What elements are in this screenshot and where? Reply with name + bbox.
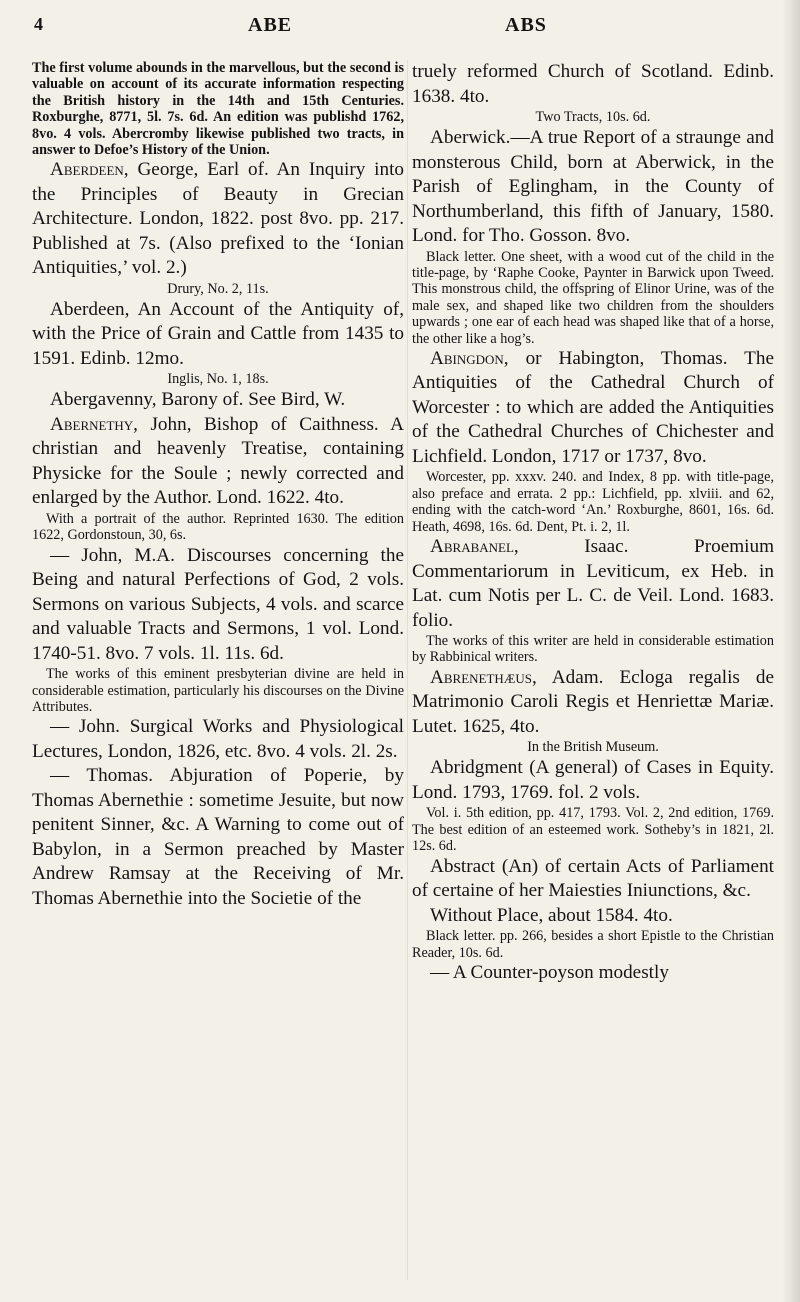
entry-text: Abstract (An) of certain Acts of Parliament of certaine of her Maiesties Iniunctions, &c. bbox=[412, 855, 774, 902]
entry-text: Inglis, No. 1, 18s. bbox=[167, 371, 269, 388]
bibliography-entry bbox=[32, 413, 404, 511]
bibliography-entry bbox=[412, 961, 774, 986]
entry-note bbox=[412, 633, 774, 666]
entry-text: The first volume abounds in the marvellous, but the second is valuable on account of its accurate information respecting the British history in the 14th and 15th Centuries. Roxburghe, 8771, 5l. 7s. 6d. An edition was publishd 1762, 8vo. 4 vols. Abercromby likewise published two tracts, in answer to Defoe’s History of the Union. bbox=[32, 60, 404, 159]
entry-text: Aberwick.—A true Report of a straunge and monsterous Child, born at Aberwick, in the Parish of Eglingham, in the County of Northumberland, this fifth of January, 1580. Lond. for Tho. Gosson. 8vo. bbox=[412, 127, 774, 246]
entry-heading: Abingdon, bbox=[430, 347, 509, 369]
entry-text: The works of this eminent presbyterian divine are held in considerable estimation, particularly his discourses on the Divine Attributes. bbox=[32, 666, 404, 716]
entry-text: truely reformed Church of Scotland. Edinb. 1638. 4to. bbox=[412, 61, 774, 107]
left-column bbox=[32, 60, 404, 1282]
entry-text: — A Counter-poyson modestly bbox=[430, 961, 669, 983]
entry-heading: Abrenethæus, bbox=[430, 666, 537, 688]
entry-text: Black letter. One sheet, with a wood cut of the child in the title-page, by ‘Raphe Cooke, Paynter in Barwick upon Tweed. This monstrous child, the offspring of Elinor Urine, was of the male sex, and shaped like two children from the shoulders upwards ; one ear of each head was shaped like that of a horse, the other like a hog’s. bbox=[412, 248, 774, 347]
entry-text: Worcester, pp. xxxv. 240. and Index, 8 pp. with title-page, also preface and errata. 2 pp.: Lichfield, pp. xlviii. and 62, ending with the catch-word ‘An.’ Roxburghe, 8601, 16s. 6d. Heath, 4698, 16s. 6d. Dent, Pt. i. 2, 1l. bbox=[412, 469, 774, 535]
page-edge-shadow bbox=[782, 0, 800, 1302]
entry-text: The works of this writer are held in considerable estimation by Rabbinical writers. bbox=[412, 633, 774, 666]
entry-text: Two Tracts, 10s. 6d. bbox=[535, 109, 651, 125]
entry-note bbox=[32, 511, 404, 544]
entry-heading: Abernethy, bbox=[50, 413, 138, 435]
bibliography-entry bbox=[412, 756, 774, 805]
entry-text: Drury, No. 2, 11s. bbox=[167, 280, 269, 297]
price-line bbox=[32, 281, 404, 298]
entry-text: — John. Surgical Works and Physiological Lectures, London, 1826, etc. 8vo. 4 vols. 2l. 2s. bbox=[32, 716, 404, 762]
entry-text: Abridgment (A general) of Cases in Equity. Lond. 1793, 1769. fol. 2 vols. bbox=[412, 757, 774, 803]
bibliography-entry bbox=[412, 126, 774, 249]
bibliography-entry bbox=[412, 347, 774, 470]
entry-text: In the British Museum. bbox=[527, 739, 659, 756]
entry-text: John, Bishop of Caithness. A christian and heavenly Treatise, containing Physicke for the Soule ; newly corrected and enlarged by the Author. Lond. 1622. 4to. bbox=[32, 413, 404, 509]
price-line bbox=[412, 739, 774, 756]
header-catchword-left: ABE bbox=[248, 14, 293, 36]
entry-text: Isaac. Proemium Commentariorum in Leviticum, ex Heb. in Lat. cum Notis per L. C. de Veil. Lond. 1683. folio. bbox=[412, 536, 774, 631]
right-column bbox=[412, 60, 774, 1282]
entry-text: George, Earl of. An Inquiry into the Principles of Beauty in Grecian Architecture. London, 1822. post 8vo. pp. 217. Published at 7s. (Also prefixed to the ‘Ionian Antiquities,’ vol. 2.) bbox=[32, 159, 404, 279]
entry-text: Abergavenny, Barony of. See Bird, W. bbox=[50, 389, 346, 411]
entry-text: Aberdeen, An Account of the Antiquity of, with the Price of Grain and Cattle from 1435 to 1591. Edinb. 12mo. bbox=[32, 298, 404, 369]
price-line bbox=[32, 371, 404, 388]
bibliography-entry bbox=[412, 666, 774, 740]
entry-text: or Habington, Thomas. The Antiquities of the Cathedral Church of Worcester : to which are added the Antiquities of the Cathedral Churches of Chichester and Lichfield. London, 1717 or 1737, 8vo. bbox=[412, 347, 774, 467]
column-gutter bbox=[407, 60, 408, 1280]
running-header bbox=[0, 10, 800, 46]
entry-text: With a portrait of the author. Reprinted 1630. The edition 1622, Gordonstoun, 30, 6s. bbox=[32, 510, 404, 544]
entry-text: Black letter. pp. 266, besides a short Epistle to the Christian Reader, 10s. 6d. bbox=[412, 928, 774, 961]
bibliography-entry bbox=[32, 158, 404, 281]
bibliography-entry bbox=[412, 60, 774, 109]
page-number: 4 bbox=[34, 14, 44, 34]
bibliography-entry bbox=[32, 298, 404, 372]
bibliography-entry bbox=[412, 904, 774, 929]
entry-heading: Abrabanel, bbox=[430, 536, 519, 558]
entry-text: — Thomas. Abjuration of Poperie, by Thomas Abernethie : sometime Jesuite, but now penitent Sinner, &c. A Warning to come out of Babylon, in a Sermon preached by Master Andrew Ramsay at the Receiving of Mr. Thomas Abernethie into the Societie of the bbox=[32, 765, 404, 909]
entry-text: Without Place, about 1584. 4to. bbox=[430, 904, 673, 926]
bibliography-entry bbox=[32, 764, 404, 911]
bibliography-entry bbox=[32, 544, 404, 667]
entry-note bbox=[32, 666, 404, 715]
header-catchword-right: ABS bbox=[505, 14, 547, 36]
bibliography-entry bbox=[412, 535, 774, 633]
entry-text: Adam. Ecloga regalis de Matrimonio Caroli Regis et Henriettæ Mariæ. Lutet. 1625, 4to. bbox=[412, 666, 774, 737]
entry-note bbox=[412, 805, 774, 854]
entry-text: — John, M.A. Discourses concerning the Being and natural Perfections of God, 2 vols. Sermons on various Subjects, 4 vols. and scarce and valuable Tracts and Sermons, 1 vol. Lond. 1740-51. 8vo. 7 vols. 1l. 11s. 6d. bbox=[32, 544, 404, 664]
entry-note bbox=[412, 249, 774, 347]
entry-text: Vol. i. 5th edition, pp. 417, 1793. Vol. 2, 2nd edition, 1769. The best edition of an esteemed work. Sotheby’s in 1821, 2l. 12s. 6d. bbox=[412, 805, 774, 855]
entry-note bbox=[412, 469, 774, 535]
bibliography-entry bbox=[32, 715, 404, 764]
bibliography-entry bbox=[412, 855, 774, 904]
bibliography-entry bbox=[32, 388, 404, 413]
entry-note bbox=[412, 928, 774, 961]
price-line bbox=[412, 109, 774, 126]
continued-note bbox=[32, 60, 404, 158]
entry-heading: Aberdeen, bbox=[50, 159, 129, 181]
